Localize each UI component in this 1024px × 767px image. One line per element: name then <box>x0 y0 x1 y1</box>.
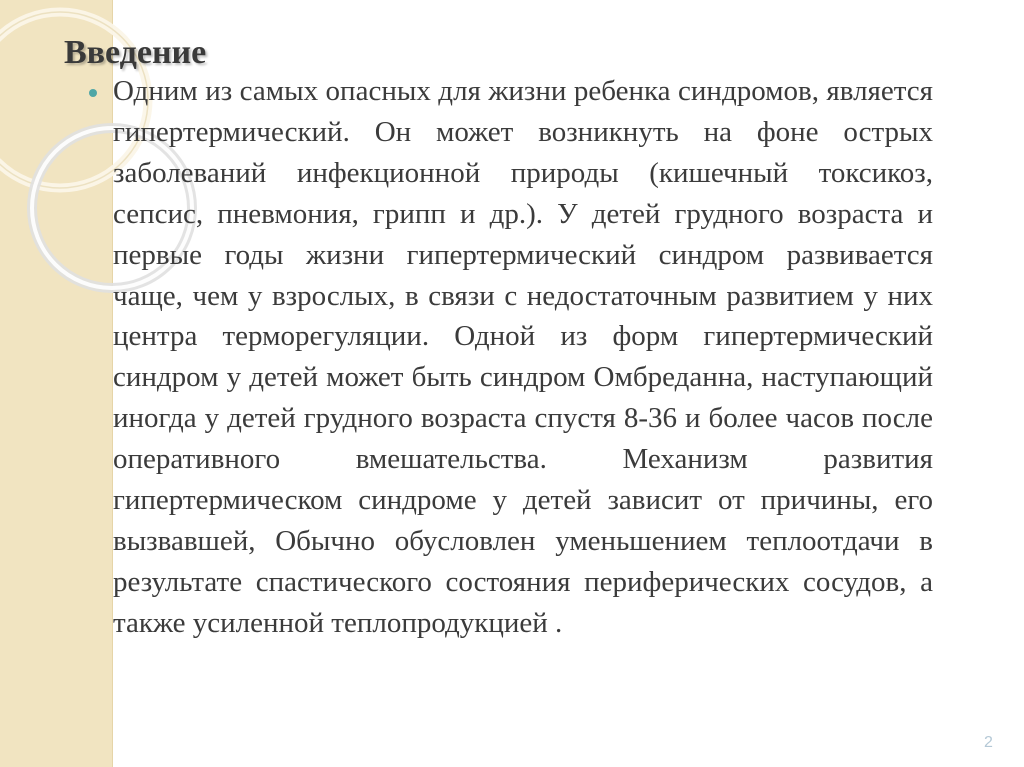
bullet-dot-icon <box>89 89 97 97</box>
page-number: 2 <box>984 734 993 751</box>
slide-body-text: Одним из самых опасных для жизни ребенка синдромов, является гипертермический. Он может возникнуть на фоне острых заболеваний инфекционной природы (кишечный токсикоз, сепсис, пневмония, грипп и др.). У детей грудного возраста и первые годы жизни гипертермический синдром развивается чаще, чем у взрослых, в связи с недостаточным развитием у них центра терморегуляции. Одной из форм гипертермический синдром у детей может быть синдром Омбреданна, наступающий иногда у детей грудного возраста спустя 8-36 и более часов после оперативного вмешательства. Механизм развития гипертермическом синдроме у детей зависит от причины, его вызвавшей, Обычно обусловлен уменьшением теплоотдачи в результате спастического состояния периферических сосудов, а также усиленной теплопродукцией . <box>113 75 933 639</box>
decorative-side-band <box>0 0 112 767</box>
slide-title: Введение <box>64 34 207 71</box>
